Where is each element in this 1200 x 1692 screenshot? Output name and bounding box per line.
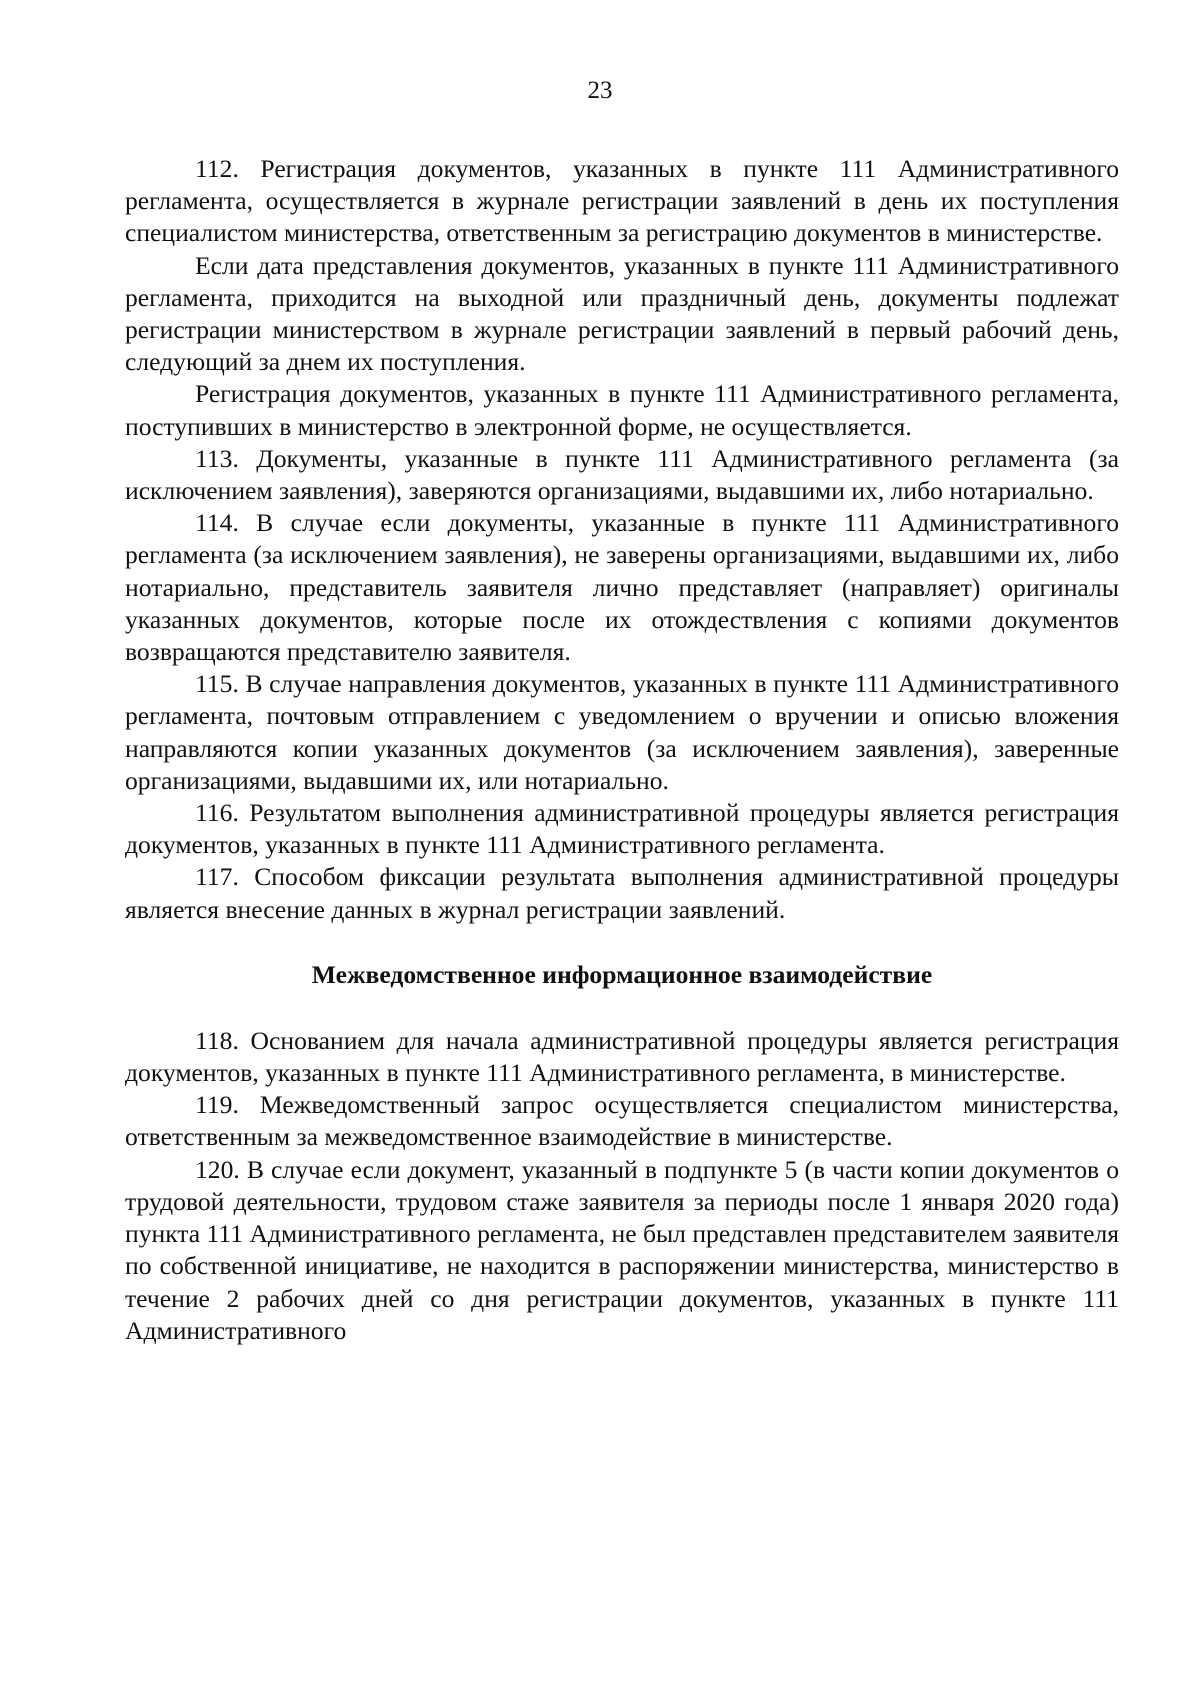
paragraph-120: 120. В случае если документ, указанный в подпункте 5 (в части копии документов о трудовой деятельности, трудовом стаже заявителя за периоды после 1 января 2020 года) пункта 111 Административного регламента, не был представлен представителем заявителя по собственной инициативе, не находится в распоряжении министерства, министерство в течение 2 рабочих дней со дня регистрации документов, указанных в пункте 111 Административного — [125, 1154, 1119, 1345]
page-number: 23 — [587, 77, 613, 104]
paragraph-114: 114. В случае если документы, указанные в пункте 111 Административного регламента (за исключением заявления), не заверены организациями, выдавшими их, либо нотариально, представитель заявителя лично представляет (направляет) оригиналы указанных документов, которые после их отождествления с копиями документов возвращаются представителю заявителя. — [125, 508, 1119, 667]
paragraph-112: 112. Регистрация документов, указанных в пункте 111 Административного регламента, осуществляется в журнале регистрации заявлений в день их поступления специалистом министерства, ответственным за регистрацию документов в министерстве. — [125, 154, 1119, 248]
paragraph-118: 118. Основанием для начала административной процедуры является регистрация документов, указанных в пункте 111 Административного регламента, в министерстве. — [125, 1025, 1119, 1088]
section-heading: Межведомственное информационное взаимодействие — [311, 959, 933, 989]
paragraph-119: 119. Межведомственный запрос осуществляется специалистом министерства, ответственным за межведомственное взаимодействие в министерстве. — [125, 1090, 1119, 1152]
paragraph-115: 115. В случае направления документов, указанных в пункте 111 Административного регламента, почтовым отправлением с уведомлением о вручении и описью вложения направляются копии указанных документов (за исключением заявления), заверенные организациями, выдавшими их, или нотариально. — [125, 669, 1119, 795]
paragraph-113: 113. Документы, указанные в пункте 111 Административного регламента (за исключением заявления), заверяются организациями, выдавшими их, либо нотариально. — [125, 443, 1119, 506]
paragraph-112-electronic: Регистрация документов, указанных в пункте 111 Административного регламента, поступивших в министерство в электронной форме, не осуществляется. — [125, 379, 1119, 441]
paragraph-112-holiday: Если дата представления документов, указанных в пункте 111 Административного регламента, приходится на выходной или праздничный день, документы подлежат регистрации министерством в журнале регистрации заявлений в первый рабочий день, следующий за днем их поступления. — [125, 250, 1119, 377]
paragraph-117: 117. Способом фиксации результата выполнения административной процедуры является внесение данных в журнал регистрации заявлений. — [125, 862, 1119, 924]
paragraph-116: 116. Результатом выполнения административной процедуры является регистрация документов, указанных в пункте 111 Административного регламента. — [125, 798, 1119, 860]
document-body — [125, 153, 1119, 1347]
